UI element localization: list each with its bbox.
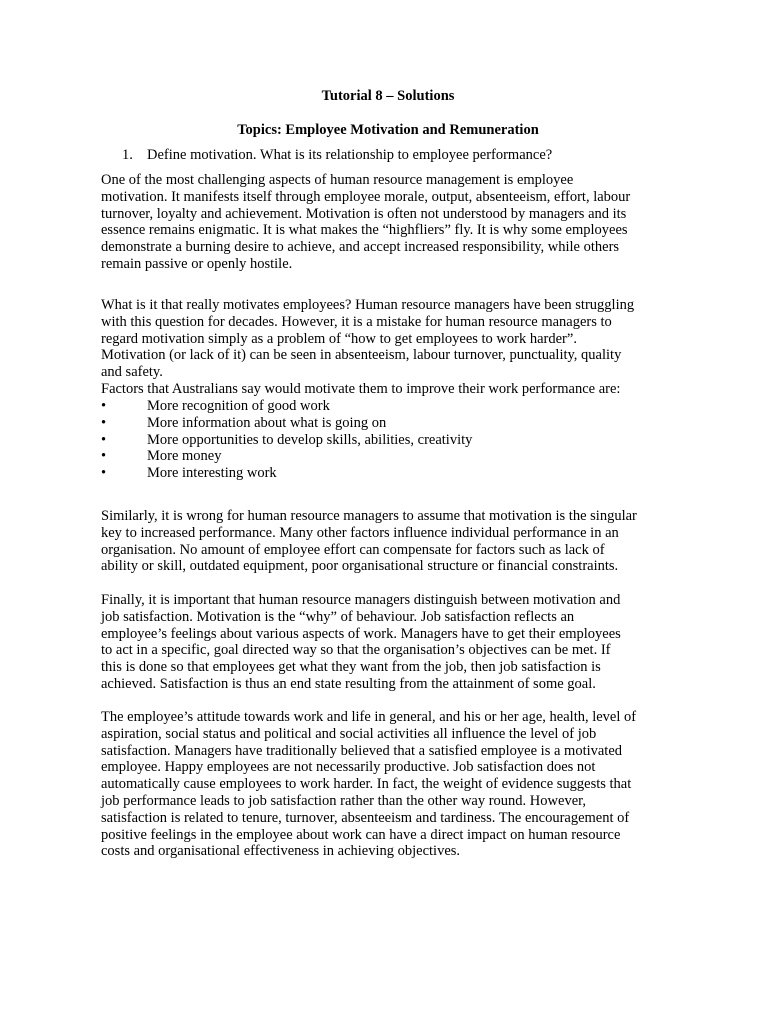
list-item	[101, 415, 472, 432]
paragraph-line: costs and organisational effectiveness in achieving objectives.	[101, 843, 461, 860]
paragraph-line: turnover, loyalty and achievement. Motivation is often not understood by managers and its	[101, 205, 627, 222]
paragraph-line: What is it that really motivates employees? Human resource managers have been struggling	[101, 297, 635, 313]
list-item-text: More recognition of good work	[147, 398, 330, 414]
question-number: 1.	[122, 147, 133, 163]
bullet-icon: •	[101, 398, 107, 414]
paragraph-line: aspiration, social status and political and social activities all influence the level of job	[101, 725, 597, 742]
paragraph-line: key to increased performance. Many other factors influence individual performance in an	[101, 524, 619, 541]
list-item-text: More money	[147, 448, 222, 465]
paragraph-line: Motivation (or lack of it) can be seen in absenteeism, labour turnover, punctuality, quality	[101, 347, 622, 364]
paragraph-line: Similarly, it is wrong for human resource managers to assume that motivation is the singular	[101, 508, 637, 524]
paragraph-line: regard motivation simply as a problem of “how to get employees to work harder”.	[101, 330, 577, 347]
paragraph-line: employee. Happy employees are not necessarily productive. Job satisfaction does not	[101, 759, 596, 776]
list-item-text: More opportunities to develop skills, abilities, creativity	[147, 431, 473, 448]
list-item	[101, 465, 472, 482]
paragraph-line: automatically cause employees to work harder. In fact, the weight of evidence suggests that	[101, 776, 632, 793]
list-item	[101, 432, 472, 449]
list-item-text: More interesting work	[147, 465, 277, 482]
paragraph-line: satisfaction is related to tenure, turnover, absenteeism and tardiness. The encouragement of	[101, 809, 630, 826]
paragraph-line: ability or skill, outdated equipment, poor organisational structure or financial constraints.	[101, 558, 619, 575]
paragraph-line: The employee’s attitude towards work and life in general, and his or her age, health, level of	[101, 709, 637, 725]
paragraph-1	[101, 172, 681, 273]
bullet-icon: •	[101, 414, 107, 431]
bullet-icon: •	[101, 448, 107, 465]
paragraph-line: to act in a specific, goal directed way so that the organisation’s objectives can be met. If	[101, 642, 611, 659]
motivation-factors-list	[101, 398, 472, 482]
bullet-icon: •	[101, 431, 107, 448]
page-title: Tutorial 8 – Solutions	[321, 88, 455, 104]
paragraph-line: this is done so that employees get what they want from the job, then job satisfaction is	[101, 659, 601, 676]
paragraph-line: One of the most challenging aspects of human resource management is employee	[101, 172, 574, 188]
paragraph-5	[101, 709, 681, 860]
paragraph-line: satisfaction. Managers have traditionally believed that a satisfied employee is a motivated	[101, 742, 623, 759]
paragraph-line: positive feelings in the employee about work can have a direct impact on human resource	[101, 826, 621, 843]
list-item	[101, 398, 472, 415]
paragraph-4	[101, 592, 681, 693]
paragraph-line: Factors that Australians say would motivate them to improve their work performance are:	[101, 380, 621, 397]
paragraph-line: and safety.	[101, 364, 163, 381]
question-text: Define motivation. What is its relationship to employee performance?	[147, 147, 553, 163]
paragraph-line: job satisfaction. Motivation is the “why” of behaviour. Job satisfaction reflects an	[101, 608, 575, 625]
bullet-icon: •	[101, 465, 107, 482]
paragraph-2	[101, 297, 681, 398]
paragraph-line: remain passive or openly hostile.	[101, 255, 293, 272]
paragraph-line: motivation. It manifests itself through employee morale, output, absenteeism, effort, labour	[101, 188, 631, 205]
paragraph-line: with this question for decades. However, it is a mistake for human resource managers to	[101, 313, 612, 330]
list-item-text: More information about what is going on	[147, 414, 387, 431]
paragraph-3	[101, 508, 681, 575]
list-item	[101, 448, 472, 465]
paragraph-line: essence remains enigmatic. It is what makes the “highfliers” fly. It is why some employees	[101, 222, 628, 239]
paragraph-line: job performance leads to job satisfaction rather than the other way round. However,	[101, 792, 586, 809]
page-subtitle: Topics: Employee Motivation and Remuneration	[237, 122, 539, 138]
paragraph-line: demonstrate a burning desire to achieve, and accept increased responsibility, while others	[101, 239, 620, 256]
paragraph-line: Finally, it is important that human resource managers distinguish between motivation and	[101, 592, 621, 608]
paragraph-line: organisation. No amount of employee effort can compensate for factors such as lack of	[101, 541, 605, 558]
question-1	[122, 147, 552, 164]
paragraph-line: achieved. Satisfaction is thus an end state resulting from the attainment of some goal.	[101, 675, 596, 692]
paragraph-line: employee’s feelings about various aspects of work. Managers have to get their employees	[101, 625, 621, 642]
